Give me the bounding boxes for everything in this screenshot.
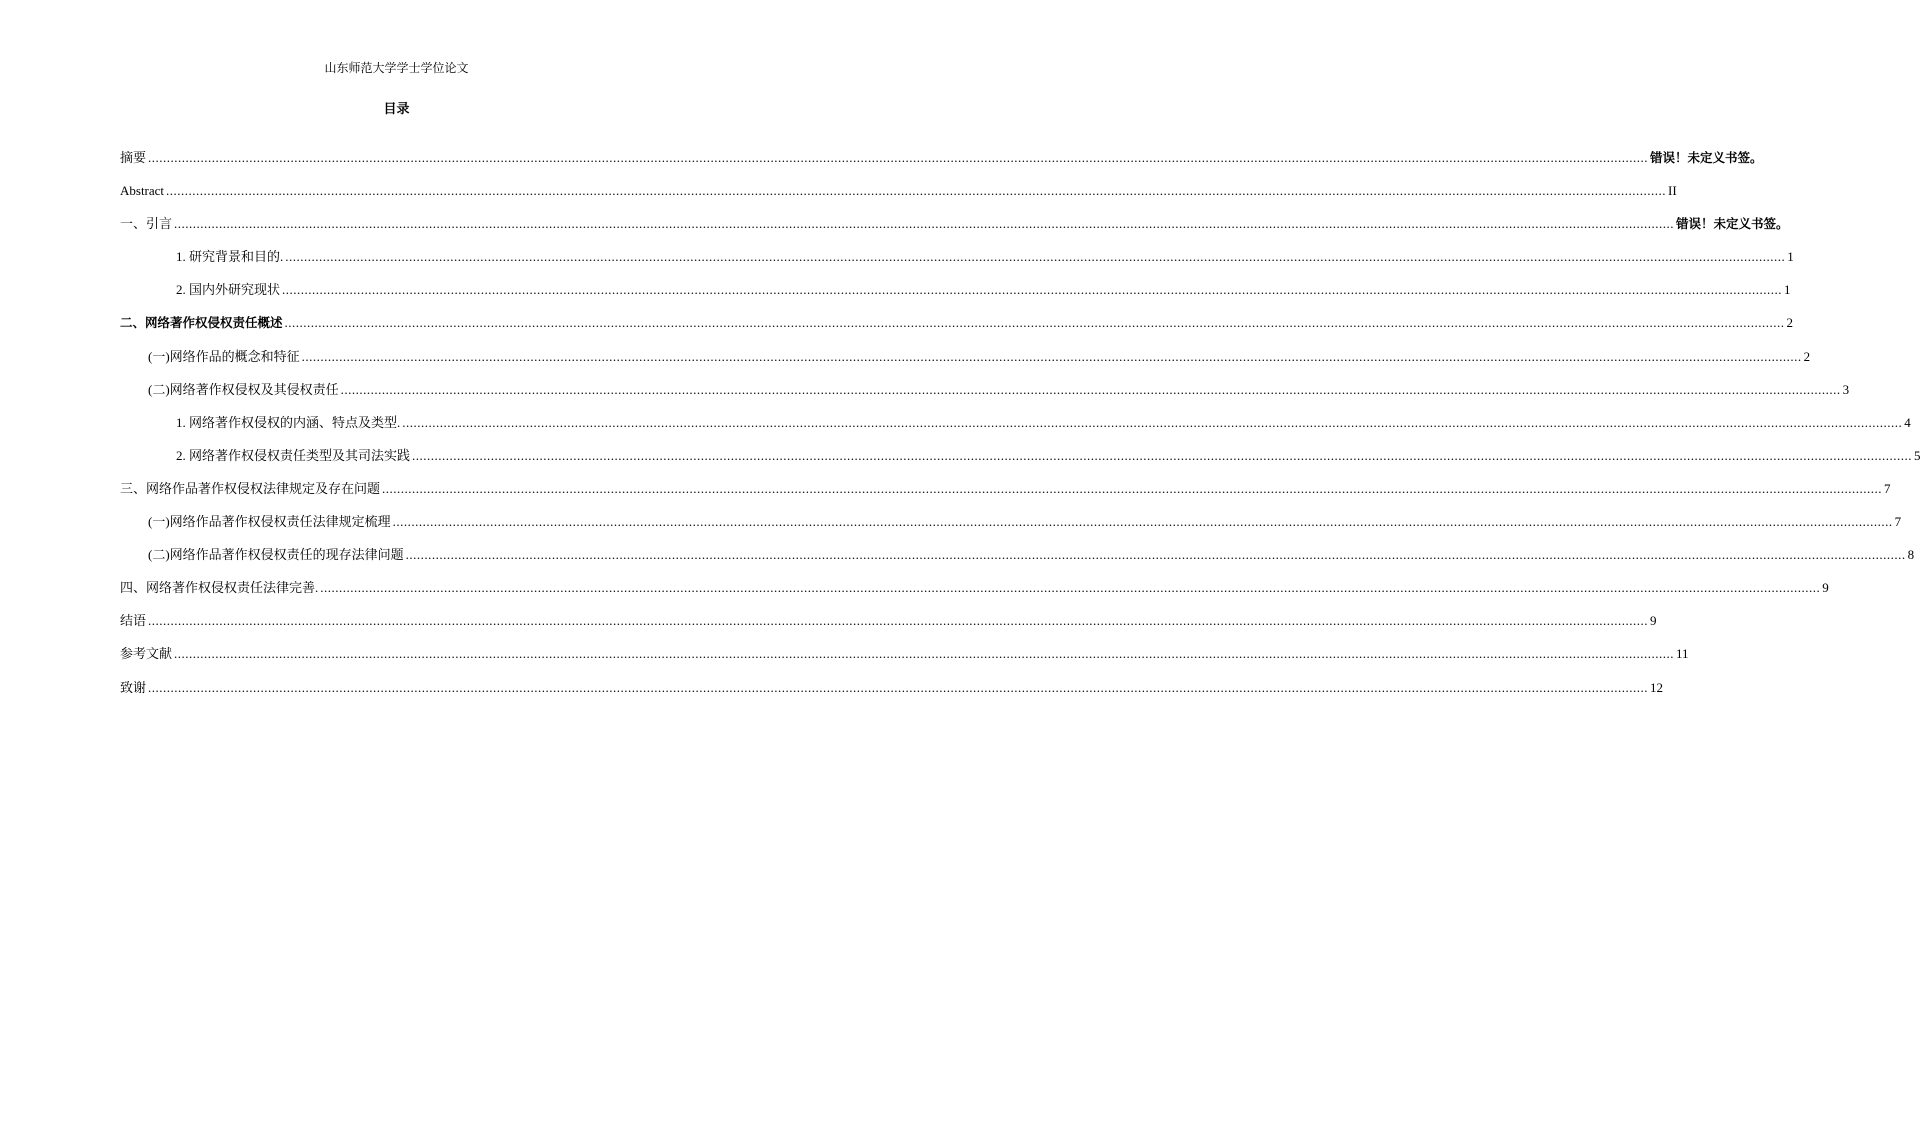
table-of-contents	[120, 148, 1921, 711]
toc-title: 目录	[383, 102, 410, 117]
toc-entry-label: 结语	[120, 613, 147, 629]
toc-entry[interactable]	[120, 214, 1789, 247]
toc-entry-label: 一、引言	[120, 216, 173, 232]
toc-entry-page-number: 3	[1842, 381, 1850, 397]
toc-entry-page-number: 7	[1894, 514, 1902, 530]
toc-entry-label: 摘要	[120, 150, 147, 165]
toc-entry-label: 参考文献	[120, 646, 173, 662]
toc-entry-page-number: 1	[1784, 282, 1791, 298]
toc-entry[interactable]	[120, 611, 1657, 644]
toc-dot-leader: ................................................................................................................................................................................................................................................................................................................................................................................................................	[412, 447, 1913, 463]
toc-entry-label: 1. 研究背景和目的.	[176, 249, 284, 265]
toc-dot-leader: ................................................................................................................................................................................................................................................................................................................................................................................................................	[340, 381, 1841, 397]
toc-entry-page-number: 11	[1676, 646, 1689, 662]
toc-entry[interactable]	[120, 247, 1794, 280]
toc-entry[interactable]	[120, 578, 1829, 611]
toc-entry-page-number: 2	[1786, 315, 1794, 331]
toc-entry[interactable]	[120, 347, 1811, 380]
toc-entry[interactable]	[120, 545, 1915, 578]
toc-dot-leader: ................................................................................................................................................................................................................................................................................................................................................................................................................	[405, 547, 1906, 563]
toc-entry-page-number: 错误！未定义书签。	[1676, 216, 1789, 232]
toc-dot-leader: ................................................................................................................................................................................................................................................................................................................................................................................................................	[174, 216, 1675, 232]
toc-entry-page-number: 9	[1650, 613, 1657, 629]
toc-entry[interactable]	[120, 479, 1891, 512]
toc-entry-label: (二)网络作品著作权侵权责任的现存法律问题	[148, 547, 404, 563]
toc-entry-label: 1. 网络著作权侵权的内涵、特点及类型.	[176, 414, 401, 430]
toc-dot-leader: ................................................................................................................................................................................................................................................................................................................................................................................................................	[285, 249, 1786, 265]
toc-dot-leader: ................................................................................................................................................................................................................................................................................................................................................................................................................	[148, 613, 1649, 629]
toc-entry-page-number: 4	[1904, 414, 1911, 430]
toc-dot-leader: ................................................................................................................................................................................................................................................................................................................................................................................................................	[402, 414, 1903, 430]
toc-entry[interactable]	[120, 148, 1763, 181]
toc-entry-label: (一)网络作品的概念和特征	[148, 348, 300, 364]
running-header: 山东师范大学学士学位论文	[324, 61, 469, 75]
toc-entry-label: 2. 网络著作权侵权责任类型及其司法实践	[176, 447, 411, 463]
toc-entry[interactable]	[120, 446, 1921, 479]
toc-entry-page-number: 5	[1914, 447, 1921, 463]
toc-entry[interactable]	[120, 181, 1677, 214]
toc-dot-leader: ................................................................................................................................................................................................................................................................................................................................................................................................................	[148, 679, 1649, 695]
toc-entry-label: 三、网络作品著作权侵权法律规定及存在问题	[120, 480, 381, 496]
toc-entry-label: 致谢	[120, 679, 147, 695]
toc-entry[interactable]	[120, 512, 1902, 545]
toc-entry-page-number: II	[1668, 183, 1677, 199]
toc-entry-page-number: 7	[1884, 480, 1891, 496]
toc-entry-page-number: 错误！未定义书签。	[1650, 150, 1763, 165]
toc-entry[interactable]	[120, 280, 1791, 313]
toc-dot-leader: ................................................................................................................................................................................................................................................................................................................................................................................................................	[174, 646, 1675, 662]
toc-entry-page-number: 2	[1803, 348, 1811, 364]
toc-dot-leader: ................................................................................................................................................................................................................................................................................................................................................................................................................	[392, 514, 1893, 530]
toc-entry[interactable]	[120, 413, 1911, 446]
toc-entry-label: (二)网络著作权侵权及其侵权责任	[148, 381, 339, 397]
toc-entry-label: 四、网络著作权侵权责任法律完善.	[120, 580, 319, 596]
toc-entry[interactable]	[120, 644, 1689, 677]
toc-entry-page-number: 8	[1907, 547, 1915, 563]
toc-dot-leader: ................................................................................................................................................................................................................................................................................................................................................................................................................	[166, 183, 1667, 199]
toc-entry-label: 二、网络著作权侵权责任概述	[120, 315, 283, 331]
toc-dot-leader: ................................................................................................................................................................................................................................................................................................................................................................................................................	[301, 348, 1802, 364]
toc-dot-leader: ................................................................................................................................................................................................................................................................................................................................................................................................................	[148, 150, 1649, 165]
toc-entry-page-number: 1	[1787, 249, 1794, 265]
toc-entry[interactable]	[120, 313, 1794, 346]
toc-entry-label: Abstract	[120, 183, 165, 199]
toc-entry[interactable]	[120, 678, 1664, 711]
toc-entry[interactable]	[120, 380, 1850, 413]
toc-entry-label: (一)网络作品著作权侵权责任法律规定梳理	[148, 514, 391, 530]
toc-dot-leader: ................................................................................................................................................................................................................................................................................................................................................................................................................	[284, 315, 1785, 331]
toc-dot-leader: ................................................................................................................................................................................................................................................................................................................................................................................................................	[282, 282, 1783, 298]
toc-entry-label: 2. 国内外研究现状	[176, 282, 281, 298]
toc-entry-page-number: 12	[1650, 679, 1664, 695]
toc-dot-leader: ................................................................................................................................................................................................................................................................................................................................................................................................................	[320, 580, 1821, 596]
toc-entry-page-number: 9	[1822, 580, 1829, 596]
toc-dot-leader: ................................................................................................................................................................................................................................................................................................................................................................................................................	[382, 480, 1883, 496]
